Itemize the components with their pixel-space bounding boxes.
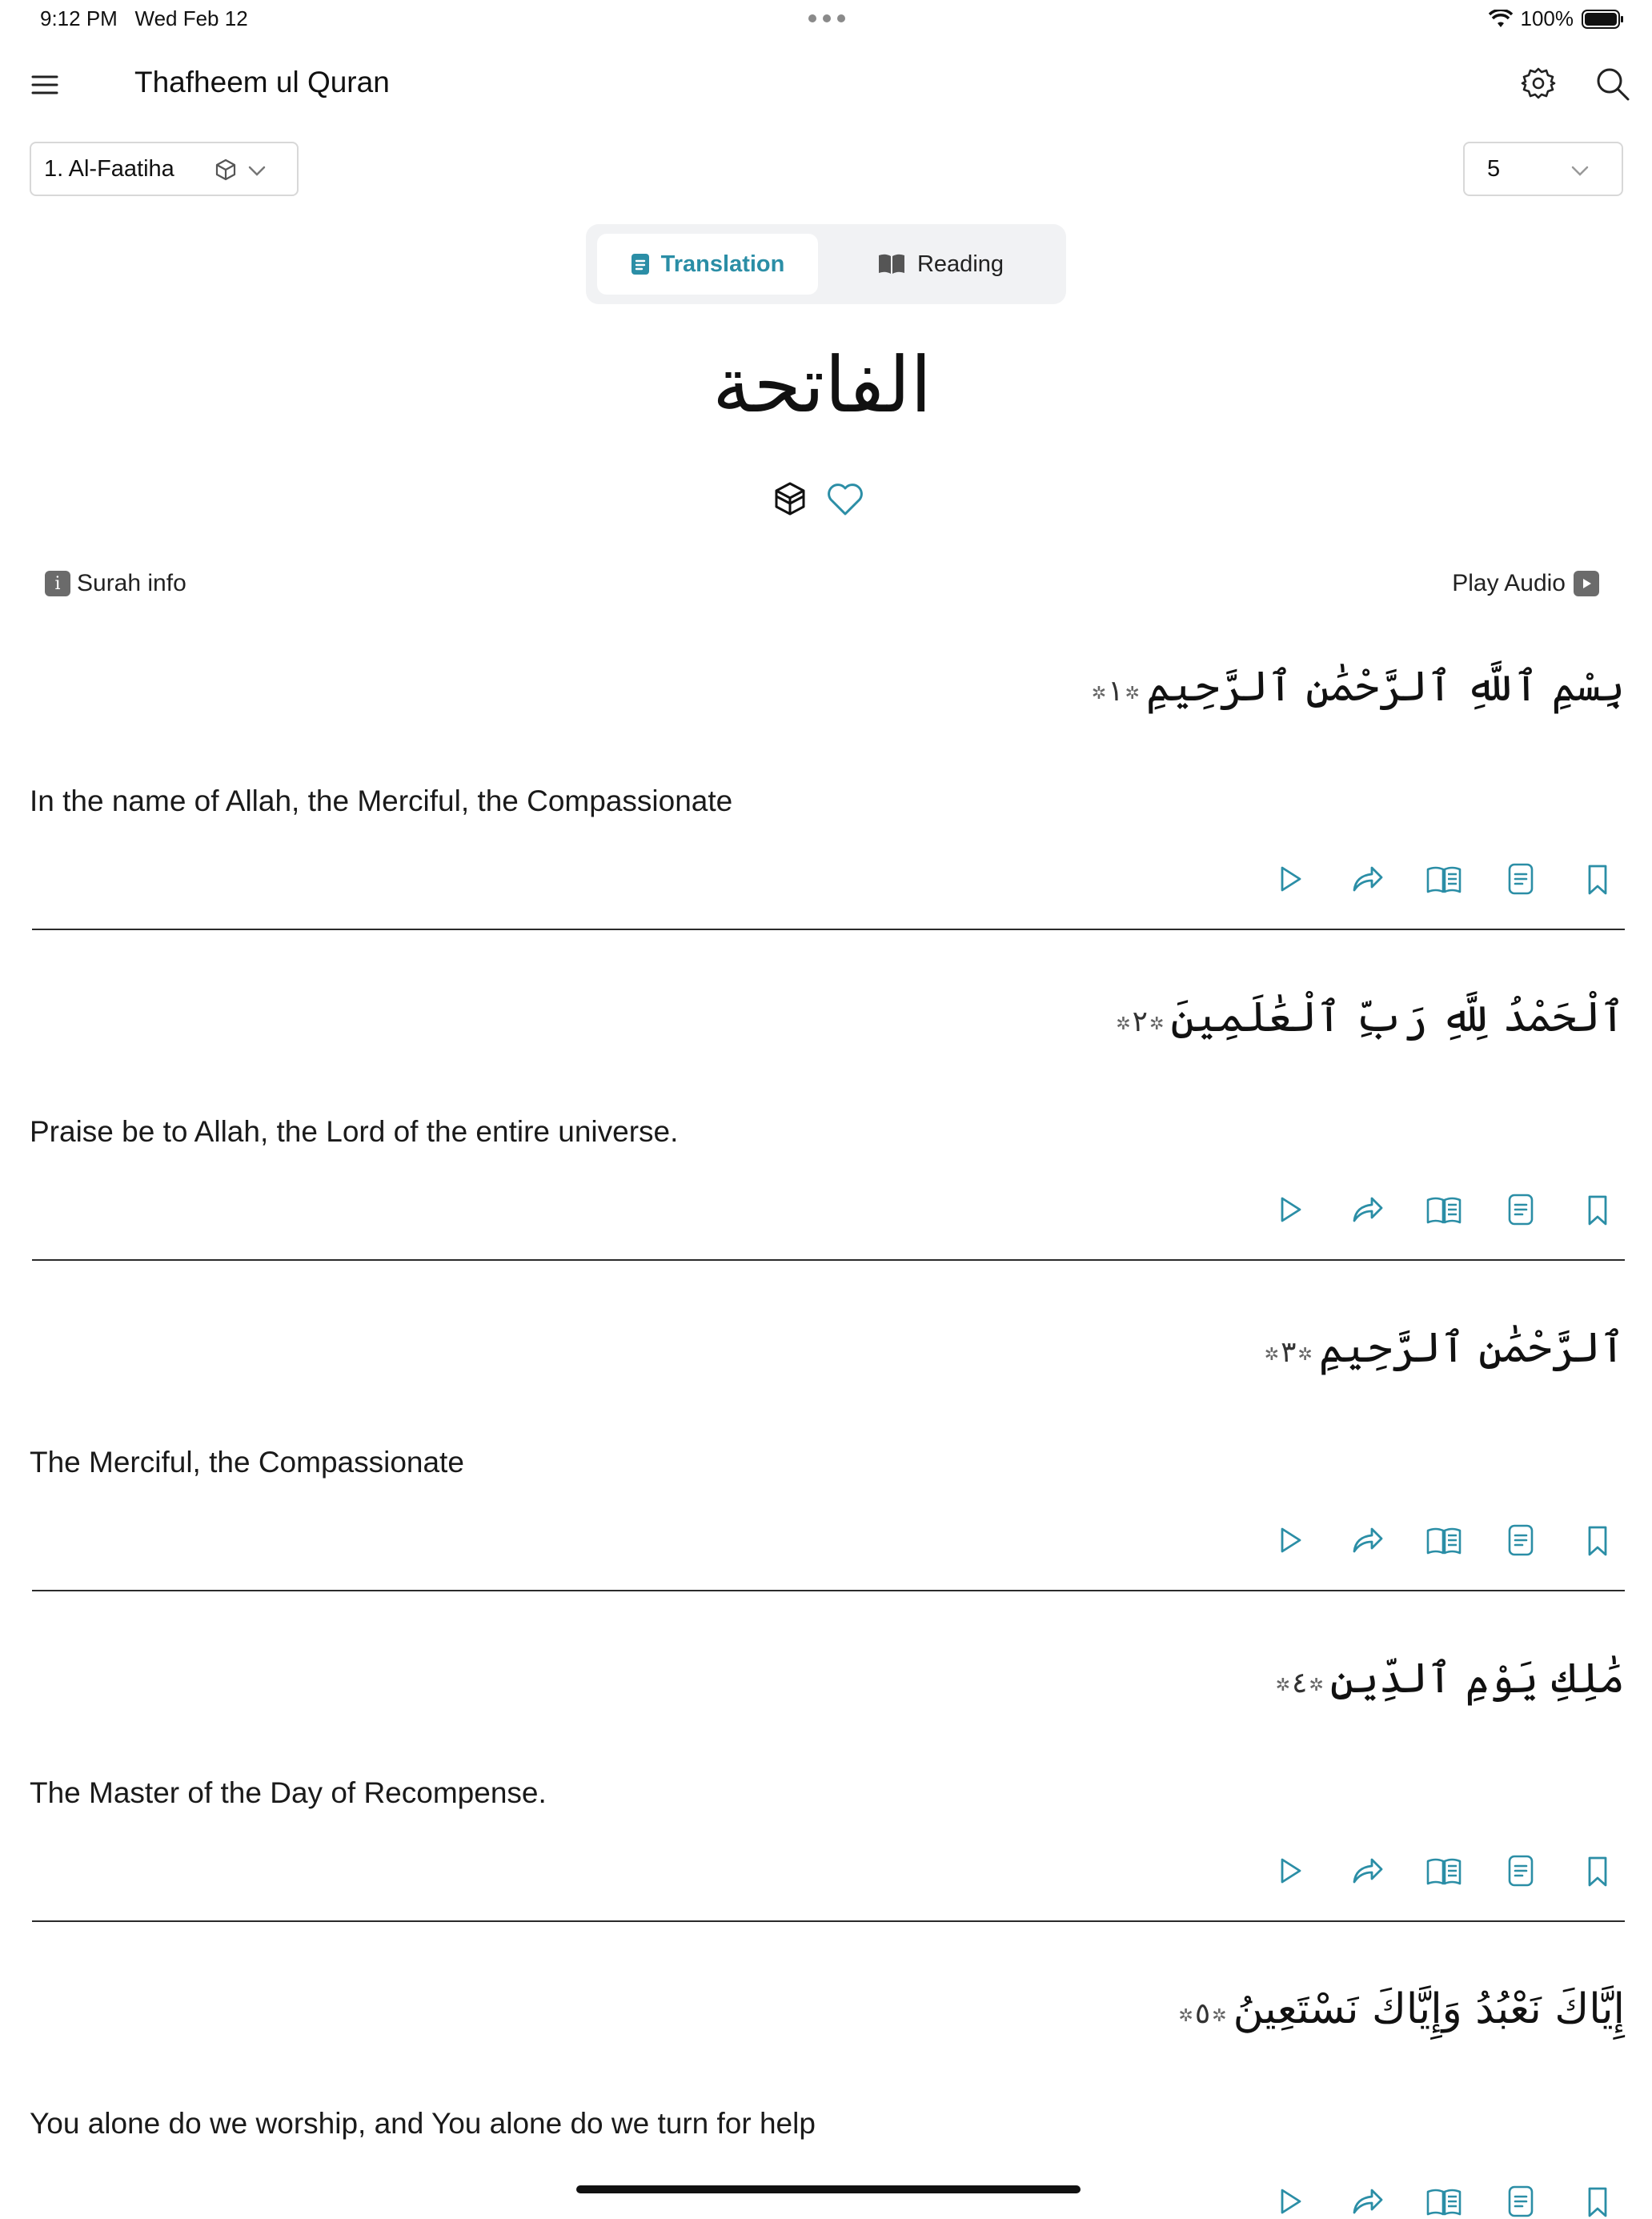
verse-arabic-text: إِيَّاكَ نَعْبُدُ وَإِيَّاكَ نَسْتَعِينُ [1233,1985,1625,2033]
bookmark-icon[interactable] [1580,1853,1615,1888]
battery-percent: 100% [1520,6,1574,30]
gear-icon[interactable] [1521,66,1556,101]
verse-actions [1273,1853,1615,1888]
notes-icon[interactable] [1503,1523,1538,1558]
verse-arabic [1109,993,1625,1041]
verse-arabic-text: بِسْمِ ٱللَّهِ ٱلرَّحْمَٰنِ ٱلرَّحِيمِ [1145,663,1625,711]
surah-arabic-title: الفاتحة [712,340,932,430]
verse-arabic-text: مَٰلِكِ يَوْمِ ٱلدِّينِ [1329,1655,1625,1703]
tab-reading[interactable] [826,234,1055,295]
verse-translation: The Master of the Day of Recompense. [30,1776,547,1809]
play-audio-label: Play Audio [1452,570,1566,596]
cube-icon [214,158,238,182]
play-verse-icon[interactable] [1273,2184,1308,2219]
status-date: Wed Feb 12 [134,6,248,30]
chevron-down-icon [1569,159,1591,182]
notes-icon[interactable] [1503,2184,1538,2219]
tab-translation[interactable] [597,234,818,295]
share-icon[interactable] [1349,1853,1385,1888]
verse-translation: In the name of Allah, the Merciful, the Compassionate [30,784,733,817]
status-time: 9:12 PM Wed Feb 12 [40,6,248,30]
verse-number-marker: ✲ ٤ ✲ [1274,1667,1325,1699]
verse-number-marker: ✲ ٥ ✲ [1177,1997,1228,2030]
status-indicators [1489,6,1626,31]
chevron-down-icon [246,159,268,182]
share-icon[interactable] [1349,1523,1385,1558]
bookmark-icon[interactable] [1580,2184,1615,2219]
tafsir-book-icon[interactable] [1426,1853,1462,1888]
play-icon [1574,571,1599,596]
tafsir-book-icon[interactable] [1426,2184,1462,2219]
verse-actions [1273,1523,1615,1558]
multitask-dots[interactable] [808,14,845,22]
play-verse-icon[interactable] [1273,1853,1308,1888]
share-icon[interactable] [1349,861,1385,897]
verse-divider [32,1590,1625,1591]
verse-arabic [1085,663,1625,711]
verse-select-value: 5 [1487,155,1501,182]
verse-select[interactable] [1463,142,1623,196]
search-icon[interactable] [1593,64,1631,102]
verse-translation: You alone do we worship, and You alone do we turn for help [30,2107,816,2140]
play-audio-button[interactable] [1452,570,1599,597]
hamburger-menu-icon[interactable] [30,70,59,99]
app-title: Thafheem ul Quran [134,66,390,98]
open-book-icon [877,253,906,275]
verse-arabic [1258,1324,1625,1372]
kaaba-cube-icon [772,480,808,517]
verse-translation: The Merciful, the Compassionate [30,1446,464,1479]
notes-icon[interactable] [1503,1853,1538,1888]
share-icon[interactable] [1349,1192,1385,1227]
bookmark-icon[interactable] [1580,1523,1615,1558]
verse-divider [32,1259,1625,1261]
verse-number-marker: ✲ ٣ ✲ [1263,1336,1314,1369]
verse-arabic-text: ٱلْحَمْدُ لِلَّهِ رَبِّ ٱلْعَٰلَمِينَ [1170,993,1625,1041]
surah-info-button[interactable] [45,570,186,597]
tab-translation-label: Translation [660,251,785,277]
play-verse-icon[interactable] [1273,1523,1308,1558]
notes-icon[interactable] [1503,861,1538,897]
surah-select[interactable] [30,142,299,196]
tab-reading-label: Reading [916,251,1004,277]
verse-arabic-text: ٱلرَّحْمَٰنِ ٱلرَّحِيمِ [1318,1324,1625,1372]
verse-actions [1273,1192,1615,1227]
surah-info-label: Surah info [77,570,186,596]
notes-icon[interactable] [1503,1192,1538,1227]
share-icon[interactable] [1349,2184,1385,2219]
verse-divider [32,929,1625,930]
verse-actions [1273,861,1615,897]
verse-divider [32,1920,1625,1922]
verse-actions [1273,2184,1615,2219]
battery-icon [1582,9,1625,30]
wifi-icon [1489,10,1513,29]
play-verse-icon[interactable] [1273,861,1308,897]
document-icon [631,253,650,275]
bookmark-icon[interactable] [1580,861,1615,897]
view-mode-segmented-control [586,224,1066,304]
info-icon: i [45,571,70,596]
verse-number-marker: ✲ ٢ ✲ [1114,1005,1165,1038]
heart-favorite-icon[interactable] [826,480,864,517]
verse-arabic [1269,1655,1625,1703]
verse-translation: Praise be to Allah, the Lord of the entire universe. [30,1115,679,1148]
tafsir-book-icon[interactable] [1426,1523,1462,1558]
surah-select-value: 1. Al-Faatiha [44,155,174,182]
play-verse-icon[interactable] [1273,1192,1308,1227]
tafsir-book-icon[interactable] [1426,861,1462,897]
verse-arabic [1172,1985,1625,2033]
bookmark-icon[interactable] [1580,1192,1615,1227]
tafsir-book-icon[interactable] [1426,1192,1462,1227]
home-indicator[interactable] [576,2185,1081,2193]
verse-number-marker: ✲ ١ ✲ [1090,675,1141,708]
